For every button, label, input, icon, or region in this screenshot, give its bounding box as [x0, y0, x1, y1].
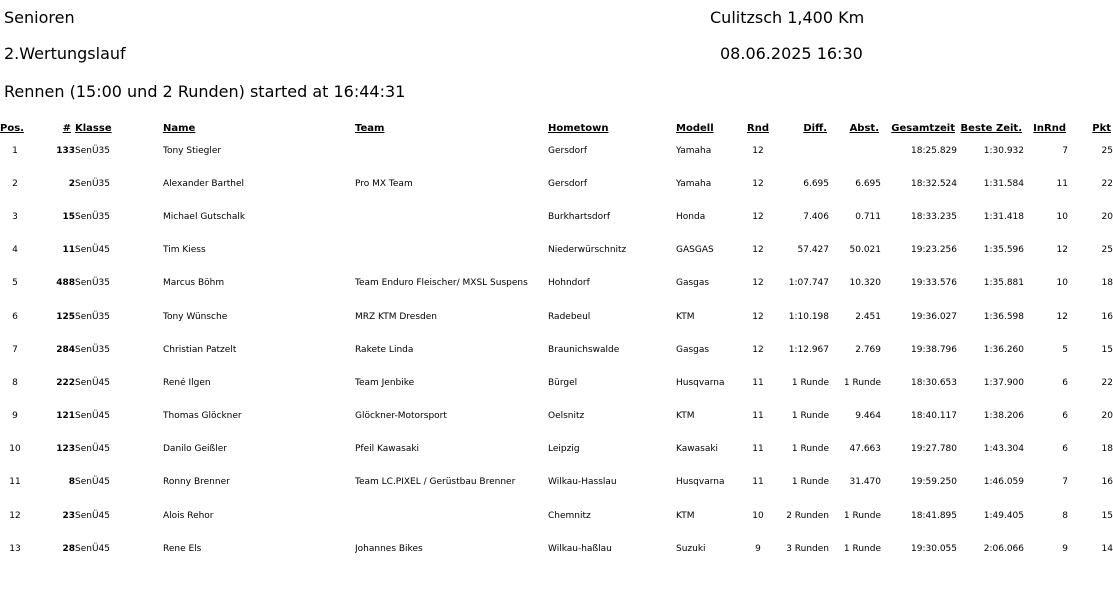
table-row [0, 532, 1113, 565]
rnd-cell: 12 [752, 145, 764, 156]
abst-cell: 10.320 [849, 278, 881, 289]
pos-cell: 2 [12, 178, 18, 189]
beste-zeit-cell: 1:36.598 [983, 311, 1024, 322]
round-title: 2.Wertungslauf [4, 44, 126, 63]
diff-cell: 1:07.747 [788, 278, 829, 289]
diff-cell: 6.695 [803, 178, 829, 189]
gesamtzeit-cell: 18:40.117 [911, 411, 957, 422]
rnd-cell: 12 [752, 311, 764, 322]
modell-cell: Gasgas [676, 344, 710, 355]
modell-cell: Yamaha [676, 178, 712, 189]
name-cell: Thomas Glöckner [163, 411, 242, 422]
inrnd-cell: 7 [1062, 477, 1068, 488]
team-cell: Team LC.PIXEL / Gerüstbau Brenner [355, 477, 516, 488]
name-cell: Ronny Brenner [163, 477, 230, 488]
inrnd-cell: 6 [1062, 411, 1068, 422]
rnd-cell: 11 [752, 377, 764, 388]
name-cell: Tim Kiess [163, 245, 206, 256]
number-cell: 8 [68, 477, 75, 488]
rnd-cell: 9 [755, 543, 761, 554]
rnd-cell: 11 [752, 411, 764, 422]
col-gesamtzeit: Gesamtzeit [891, 123, 955, 134]
col-pkt: Pkt [1092, 123, 1111, 134]
team-cell: Team Enduro Fleischer/ MXSL Suspens [355, 278, 528, 289]
name-cell: Rene Els [163, 543, 202, 554]
gesamtzeit-cell: 18:41.895 [911, 510, 957, 521]
beste-zeit-cell: 1:31.418 [983, 211, 1024, 222]
diff-cell: 3 Runden [786, 543, 829, 554]
number-cell: 11 [62, 245, 75, 256]
table-row [0, 433, 1113, 466]
rnd-cell: 12 [752, 344, 764, 355]
rnd-cell: 11 [752, 477, 764, 488]
diff-cell: 1:12.967 [788, 344, 829, 355]
beste-zeit-cell: 2:06.066 [983, 543, 1024, 554]
results-table [0, 119, 1113, 565]
diff-cell: 1 Runde [791, 477, 829, 488]
header-row [0, 119, 1113, 134]
klasse-cell: SenÜ45 [75, 543, 110, 554]
inrnd-cell: 10 [1056, 278, 1068, 289]
table-row [0, 267, 1113, 300]
team-cell: Pfeil Kawasaki [355, 444, 420, 455]
hometown-cell: Bürgel [548, 377, 578, 388]
beste-zeit-cell: 1:30.932 [983, 145, 1024, 156]
number-cell: 23 [62, 510, 75, 521]
hometown-cell: Burkhartsdorf [548, 211, 611, 222]
name-cell: Marcus Böhm [163, 278, 225, 289]
class-title: Senioren [4, 8, 75, 27]
pkt-cell: 20 [1101, 211, 1113, 222]
klasse-cell: SenÜ35 [75, 344, 110, 355]
pkt-cell: 16 [1101, 477, 1113, 488]
gesamtzeit-cell: 19:30.055 [911, 543, 957, 554]
col-pos: Pos. [0, 123, 24, 134]
diff-cell: 1 Runde [791, 411, 829, 422]
gesamtzeit-cell: 19:33.576 [911, 278, 957, 289]
rnd-cell: 10 [752, 510, 764, 521]
modell-cell: Husqvarna [676, 377, 725, 388]
name-cell: Tony Wünsche [163, 311, 228, 322]
rnd-cell: 12 [752, 178, 764, 189]
pos-cell: 3 [12, 211, 18, 222]
modell-cell: KTM [676, 311, 695, 322]
diff-cell: 1:10.198 [788, 311, 829, 322]
abst-cell [829, 134, 881, 167]
gesamtzeit-cell: 19:27.780 [911, 444, 957, 455]
col-inrnd: InRnd [1033, 123, 1066, 134]
beste-zeit-cell: 1:35.881 [983, 278, 1024, 289]
team-cell [355, 134, 548, 167]
table-row [0, 234, 1113, 267]
modell-cell: Suzuki [676, 543, 706, 554]
abst-cell: 1 Runde [843, 543, 881, 554]
name-cell: Michael Gutschalk [163, 211, 246, 222]
beste-zeit-cell: 1:35.596 [983, 245, 1024, 256]
klasse-cell: SenÜ35 [75, 311, 110, 322]
table-row [0, 200, 1113, 233]
diff-cell: 1 Runde [791, 444, 829, 455]
hometown-cell: Chemnitz [548, 510, 591, 521]
number-cell: 222 [56, 377, 75, 388]
pos-cell: 11 [9, 477, 21, 488]
pos-cell: 6 [12, 311, 18, 322]
gesamtzeit-cell: 19:23.256 [911, 245, 957, 256]
abst-cell: 6.695 [855, 178, 881, 189]
team-cell: MRZ KTM Dresden [355, 311, 437, 322]
diff-cell: 57.427 [797, 245, 829, 256]
name-cell: René Ilgen [163, 377, 211, 388]
abst-cell: 1 Runde [843, 510, 881, 521]
pos-cell: 10 [9, 444, 21, 455]
pos-cell: 7 [12, 344, 18, 355]
klasse-cell: SenÜ45 [75, 510, 110, 521]
number-cell: 125 [56, 311, 75, 322]
name-cell: Alexander Barthel [163, 178, 245, 189]
inrnd-cell: 9 [1062, 543, 1068, 554]
modell-cell: Gasgas [676, 278, 710, 289]
beste-zeit-cell: 1:36.260 [983, 344, 1024, 355]
inrnd-cell: 10 [1056, 211, 1068, 222]
race-datetime: 08.06.2025 16:30 [720, 44, 863, 63]
team-cell: Glöckner-Motorsport [355, 411, 447, 422]
team-cell [355, 200, 548, 233]
team-cell: Johannes Bikes [355, 543, 423, 554]
klasse-cell: SenÜ35 [75, 278, 110, 289]
hometown-cell: Gersdorf [548, 178, 587, 189]
number-cell: 133 [56, 145, 75, 156]
table-row [0, 400, 1113, 433]
inrnd-cell: 8 [1062, 510, 1068, 521]
pos-cell: 5 [12, 278, 18, 289]
pkt-cell: 20 [1101, 411, 1113, 422]
pkt-cell: 18 [1101, 278, 1113, 289]
pkt-cell: 22 [1101, 178, 1113, 189]
beste-zeit-cell: 1:49.405 [983, 510, 1024, 521]
col-hometown: Hometown [548, 123, 609, 134]
col-num: # [62, 123, 71, 134]
name-cell: Danilo Geißler [163, 444, 227, 455]
abst-cell: 0.711 [855, 211, 881, 222]
number-cell: 123 [56, 444, 75, 455]
modell-cell: Kawasaki [676, 444, 719, 455]
klasse-cell: SenÜ45 [75, 411, 110, 422]
abst-cell: 2.451 [855, 311, 881, 322]
beste-zeit-cell: 1:38.206 [983, 411, 1024, 422]
pos-cell: 12 [9, 510, 21, 521]
table-row [0, 167, 1113, 200]
name-cell: Christian Patzelt [163, 344, 237, 355]
modell-cell: Yamaha [676, 145, 712, 156]
col-klasse: Klasse [75, 123, 112, 134]
diff-cell [773, 134, 829, 167]
abst-cell: 31.470 [849, 477, 881, 488]
hometown-cell: Gersdorf [548, 145, 587, 156]
abst-cell: 50.021 [849, 245, 881, 256]
number-cell: 2 [68, 178, 75, 189]
table-row [0, 134, 1113, 167]
klasse-cell: SenÜ35 [75, 211, 110, 222]
gesamtzeit-cell: 18:32.524 [911, 178, 957, 189]
klasse-cell: SenÜ35 [75, 178, 110, 189]
abst-cell: 47.663 [849, 444, 881, 455]
table-row [0, 366, 1113, 399]
pos-cell: 1 [12, 145, 18, 156]
inrnd-cell: 6 [1062, 377, 1068, 388]
hometown-cell: Wilkau-Hasslau [548, 477, 617, 488]
hometown-cell: Wilkau-haßlau [548, 543, 612, 554]
rnd-cell: 12 [752, 211, 764, 222]
inrnd-cell: 12 [1056, 311, 1068, 322]
gesamtzeit-cell: 18:30.653 [911, 377, 957, 388]
pkt-cell: 25 [1101, 245, 1113, 256]
col-rnd: Rnd [747, 123, 769, 134]
klasse-cell: SenÜ45 [75, 444, 110, 455]
table-row [0, 333, 1113, 366]
inrnd-cell: 12 [1056, 245, 1068, 256]
inrnd-cell: 11 [1056, 178, 1068, 189]
number-cell: 28 [62, 543, 75, 554]
number-cell: 121 [56, 411, 75, 422]
gesamtzeit-cell: 19:38.796 [911, 344, 957, 355]
pos-cell: 8 [12, 377, 18, 388]
number-cell: 284 [56, 344, 75, 355]
abst-cell: 2.769 [855, 344, 881, 355]
rnd-cell: 12 [752, 278, 764, 289]
col-abst: Abst. [849, 123, 879, 134]
abst-cell: 9.464 [855, 411, 881, 422]
gesamtzeit-cell: 19:36.027 [911, 311, 957, 322]
team-cell [355, 234, 548, 267]
beste-zeit-cell: 1:31.584 [983, 178, 1024, 189]
pkt-cell: 18 [1101, 444, 1113, 455]
diff-cell: 7.406 [803, 211, 829, 222]
col-name: Name [163, 123, 196, 134]
track-info: Culitzsch 1,400 Km [710, 8, 865, 27]
col-beste-zeit: Beste Zeit. [960, 123, 1022, 134]
race-info: Rennen (15:00 und 2 Runden) started at 16:44:31 [4, 82, 406, 101]
modell-cell: Honda [676, 211, 706, 222]
pkt-cell: 16 [1101, 311, 1113, 322]
klasse-cell: SenÜ45 [75, 377, 110, 388]
inrnd-cell: 5 [1062, 344, 1068, 355]
modell-cell: KTM [676, 411, 695, 422]
pkt-cell: 14 [1101, 543, 1113, 554]
gesamtzeit-cell: 18:25.829 [911, 145, 957, 156]
hometown-cell: Braunichswalde [548, 344, 620, 355]
abst-cell: 1 Runde [843, 377, 881, 388]
pkt-cell: 15 [1101, 510, 1113, 521]
table-row [0, 499, 1113, 532]
inrnd-cell: 7 [1062, 145, 1068, 156]
table-row [0, 466, 1113, 499]
klasse-cell: SenÜ45 [75, 477, 110, 488]
col-team: Team [355, 123, 385, 134]
team-cell [355, 499, 548, 532]
pkt-cell: 15 [1101, 344, 1113, 355]
inrnd-cell: 6 [1062, 444, 1068, 455]
gesamtzeit-cell: 18:33.235 [911, 211, 957, 222]
beste-zeit-cell: 1:37.900 [983, 377, 1024, 388]
diff-cell: 2 Runden [786, 510, 829, 521]
hometown-cell: Hohndorf [548, 278, 590, 289]
rnd-cell: 12 [752, 245, 764, 256]
team-cell: Pro MX Team [355, 178, 413, 189]
hometown-cell: Niederwürschnitz [548, 245, 627, 256]
number-cell: 15 [62, 211, 75, 222]
team-cell: Rakete Linda [355, 344, 414, 355]
table-row [0, 300, 1113, 333]
beste-zeit-cell: 1:43.304 [983, 444, 1024, 455]
name-cell: Alois Rehor [163, 510, 214, 521]
klasse-cell: SenÜ35 [75, 145, 110, 156]
pos-cell: 13 [9, 543, 21, 554]
rnd-cell: 11 [752, 444, 764, 455]
number-cell: 488 [56, 278, 75, 289]
pkt-cell: 22 [1101, 377, 1113, 388]
klasse-cell: SenÜ45 [75, 245, 110, 256]
beste-zeit-cell: 1:46.059 [983, 477, 1024, 488]
diff-cell: 1 Runde [791, 377, 829, 388]
col-modell: Modell [676, 123, 714, 134]
pos-cell: 9 [12, 411, 18, 422]
hometown-cell: Radebeul [548, 311, 591, 322]
pkt-cell: 25 [1101, 145, 1113, 156]
name-cell: Tony Stiegler [163, 145, 222, 156]
hometown-cell: Oelsnitz [548, 411, 585, 422]
gesamtzeit-cell: 19:59.250 [911, 477, 957, 488]
col-diff: Diff. [803, 123, 827, 134]
pos-cell: 4 [12, 245, 18, 256]
modell-cell: KTM [676, 510, 695, 521]
hometown-cell: Leipzig [548, 444, 580, 455]
team-cell: Team Jenbike [355, 377, 415, 388]
modell-cell: Husqvarna [676, 477, 725, 488]
modell-cell: GASGAS [676, 245, 714, 256]
